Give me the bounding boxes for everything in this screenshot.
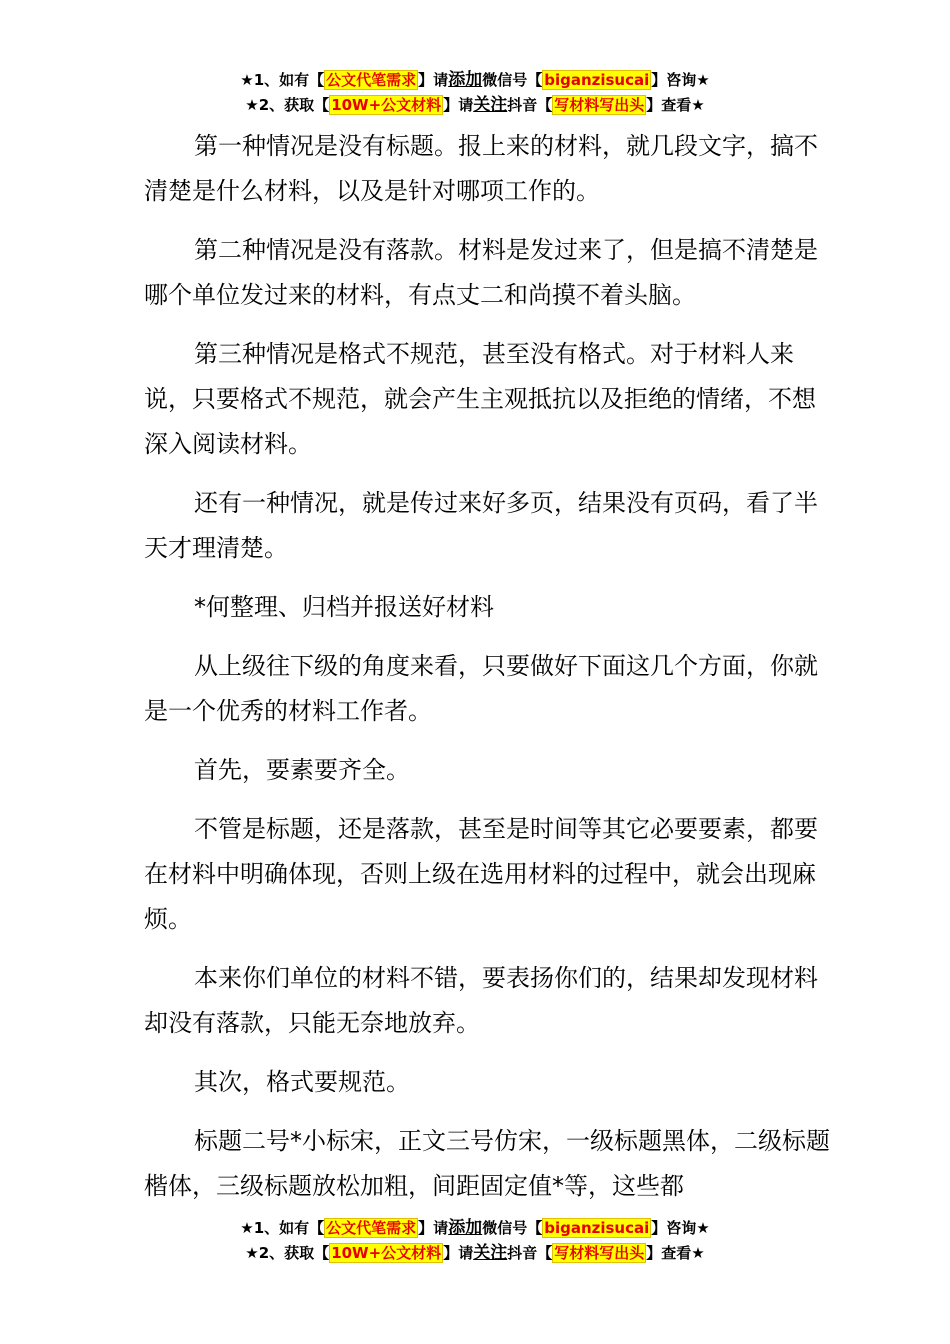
document-body [144, 124, 834, 1223]
highlight-douyin: 写材料写出头 [554, 1244, 645, 1262]
highlight-douyin: 写材料写出头 [554, 96, 645, 114]
banner-text: 抖音【 [507, 1244, 553, 1262]
banner-text: 】查看 [646, 96, 692, 114]
banner-emphasis: 关注 [473, 1243, 508, 1263]
paragraph: 不管是标题，还是落款，甚至是时间等其它必要要素，都要在材料中明确体现，否则上级在选用材料的过程中，就会出现麻烦。 [144, 815, 818, 933]
banner-text: 】咨询 [651, 71, 697, 89]
banner-emphasis: 关注 [473, 95, 508, 115]
star-icon: ★ [691, 96, 705, 114]
banner-text: 】请 [418, 1219, 449, 1237]
banner-text: 】请 [443, 1244, 474, 1262]
paragraph: 本来你们单位的材料不错，要表扬你们的，结果却发现材料却没有落款，只能无奈地放弃。 [144, 964, 818, 1037]
footer-banner [0, 1216, 950, 1266]
star-icon: ★ [691, 1244, 705, 1262]
highlight-service: 公文代笔需求 [326, 1219, 417, 1237]
paragraph: 第一种情况是没有标题。报上来的材料，就几段文字，搞不清楚是什么材料，以及是针对哪项工作的。 [144, 132, 818, 205]
banner-text: 】请 [443, 96, 474, 114]
banner-emphasis: 添加 [448, 70, 483, 90]
paragraph: 首先，要素要齐全。 [194, 756, 410, 784]
paragraph: 第二种情况是没有落款。材料是发过来了，但是搞不清楚是哪个单位发过来的材料，有点丈二和尚摸不着头脑。 [144, 236, 818, 309]
banner-line-2 [0, 1241, 950, 1266]
banner-text: 1、如有【 [253, 71, 325, 89]
paragraph: 第三种情况是格式不规范，甚至没有格式。对于材料人来说，只要格式不规范，就会产生主观抵抗以及拒绝的情绪，不想深入阅读材料。 [144, 340, 816, 458]
banner-text: 】咨询 [651, 1219, 697, 1237]
banner-text: 微信号【 [482, 1219, 543, 1237]
banner-text: 2、获取【 [258, 96, 330, 114]
highlight-wechat-id: biganzisucai [544, 1219, 650, 1237]
star-icon: ★ [240, 1219, 254, 1237]
banner-line-1 [0, 68, 950, 93]
banner-line-2 [0, 93, 950, 118]
paragraph: 其次，格式要规范。 [194, 1068, 410, 1096]
star-icon: ★ [240, 71, 254, 89]
paragraph: 还有一种情况，就是传过来好多页，结果没有页码，看了半天才理清楚。 [144, 489, 818, 562]
paragraph: 标题二号*小标宋，正文三号仿宋，一级标题黑体，二级标题楷体，三级标题放松加粗，间距固定值*等，这些都 [144, 1127, 830, 1200]
header-banner [0, 68, 950, 118]
banner-emphasis: 添加 [448, 1218, 483, 1238]
highlight-materials: 10W+公文材料 [331, 1244, 442, 1262]
paragraph: *何整理、归档并报送好材料 [194, 593, 494, 621]
banner-text: 1、如有【 [253, 1219, 325, 1237]
star-icon: ★ [245, 96, 259, 114]
banner-text: 】查看 [646, 1244, 692, 1262]
star-icon: ★ [245, 1244, 259, 1262]
banner-line-1 [0, 1216, 950, 1241]
highlight-wechat-id: biganzisucai [544, 71, 650, 89]
banner-text: 微信号【 [482, 71, 543, 89]
star-icon: ★ [696, 71, 710, 89]
star-icon: ★ [696, 1219, 710, 1237]
paragraph: 从上级往下级的角度来看，只要做好下面这几个方面，你就是一个优秀的材料工作者。 [144, 652, 818, 725]
banner-text: 】请 [418, 71, 449, 89]
banner-text: 2、获取【 [258, 1244, 330, 1262]
banner-text: 抖音【 [507, 96, 553, 114]
highlight-service: 公文代笔需求 [326, 71, 417, 89]
highlight-materials: 10W+公文材料 [331, 96, 442, 114]
